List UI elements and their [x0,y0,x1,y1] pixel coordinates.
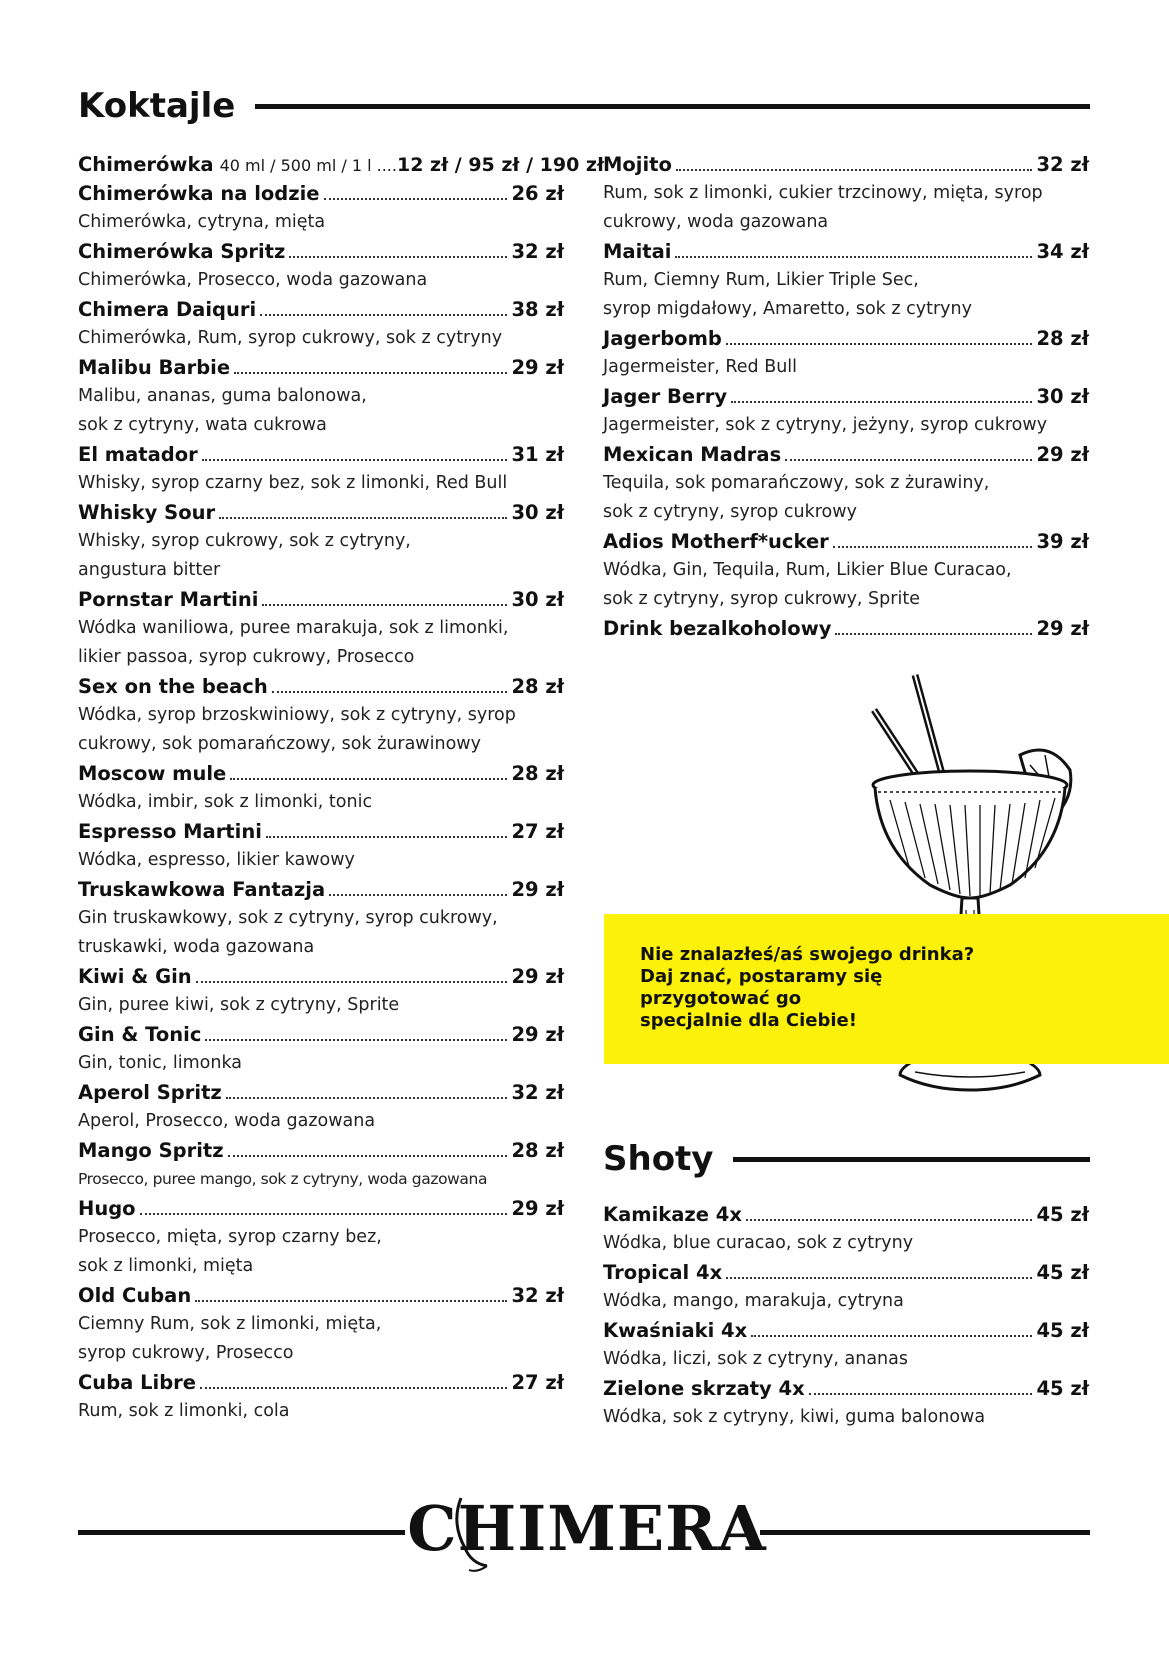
menu-item-description: Ciemny Rum, sok z limonki, mięta, [78,1314,382,1334]
dot-leader [219,517,507,519]
menu-item-price: 12 zł / 95 zł / 190 zł [396,154,605,176]
menu-item-name: Jagerbomb [603,327,722,350]
menu-item-name: Adios Motherf*ucker [603,530,829,553]
svg-text:CHIMERA: CHIMERA [407,1492,767,1565]
menu-item [603,440,1089,527]
dot-leader [726,1277,1032,1279]
heading-rule [255,104,1090,109]
menu-item-price: 29 zł [511,1197,564,1220]
menu-item-name: Chimera Daiquri [78,298,257,321]
menu-item [603,1258,1089,1316]
menu-item [78,672,564,759]
menu-item-price: 29 zł [1036,443,1089,466]
menu-item-price: 27 zł [511,820,564,843]
menu-item-row [78,440,564,469]
menu-item-row [603,382,1089,411]
menu-item-row [78,353,564,382]
menu-item-description: likier passoa, syrop cukrowy, Prosecco [78,647,415,667]
dot-leader [746,1219,1033,1221]
menu-item-price: 26 zł [511,182,564,205]
menu-item-row [78,672,564,701]
menu-item-price: 27 zł [511,1371,564,1394]
menu-item-row [78,150,605,179]
menu-item [603,382,1089,440]
dot-leader [289,256,507,258]
menu-item-description: Rum, sok z limonki, cola [78,1401,290,1421]
menu-item-row [78,498,564,527]
menu-item-row [78,1194,564,1223]
menu-item-name: Whisky Sour [78,501,216,524]
shoty-title: Shoty [603,1139,714,1179]
menu-item [78,179,564,237]
menu-item-row [603,1200,1089,1229]
menu-item-row [78,1281,564,1310]
menu-item-row [603,1374,1089,1403]
menu-item-row [603,237,1089,266]
menu-item [603,527,1089,614]
menu-item-description: Wódka, mango, marakuja, cytryna [603,1291,904,1311]
menu-item [78,1136,564,1194]
menu-item-description: Gin, puree kiwi, sok z cytryny, Sprite [78,995,400,1015]
menu-item-description: Gin, tonic, limonka [78,1053,243,1073]
menu-item-description: cukrowy, sok pomarańczowy, sok żurawinowy [78,734,481,754]
menu-item-name: Espresso Martini [78,820,262,843]
dot-leader [230,778,507,780]
menu-item-row [78,759,564,788]
menu-item [603,614,1089,643]
shoty-column [603,1200,1089,1432]
dot-leader [228,1155,508,1157]
promo-line: Daj znać, postaramy się [640,966,883,987]
menu-item-description: sok z limonki, mięta [78,1256,254,1276]
menu-item [78,875,564,962]
menu-item [78,1194,564,1281]
menu-item-description: Chimerówka, Prosecco, woda gazowana [78,270,428,290]
menu-item-name: Moscow mule [78,762,227,785]
menu-item-name: Tropical 4x [603,1261,723,1284]
dot-leader [200,1387,507,1389]
menu-item-row [78,1078,564,1107]
menu-item-description: Jagermeister, Red Bull [603,357,798,377]
menu-item-price: 45 zł [1036,1377,1089,1400]
menu-item-volume: 40 ml / 500 ml / 1 l .... [219,156,397,175]
promo-text [640,944,1000,1032]
menu-item-description: angustura bitter [78,560,221,580]
menu-item-row [78,237,564,266]
menu-item-price: 28 zł [511,1139,564,1162]
dot-leader [226,1097,508,1099]
dot-leader [835,633,1032,635]
dot-leader [785,459,1032,461]
dot-leader [731,401,1032,403]
menu-item [78,1281,564,1368]
menu-item-name: Aperol Spritz [78,1081,222,1104]
menu-item-description: sok z cytryny, wata cukrowa [78,415,327,435]
heading-rule [733,1157,1090,1162]
dot-leader [675,256,1032,258]
dot-leader [329,894,507,896]
koktajle-left-column [78,150,605,1426]
menu-item-description: Tequila, sok pomarańczowy, sok z żurawiny, [603,473,990,493]
menu-item-description: Chimerówka, cytryna, mięta [78,212,326,232]
menu-item-price: 32 zł [1036,153,1089,176]
menu-item-row [603,324,1089,353]
shoty-heading [603,1135,1090,1183]
menu-item-row [78,962,564,991]
menu-item-description: Prosecco, mięta, syrop czarny bez, [78,1227,382,1247]
menu-item-description: Wódka, liczi, sok z cytryny, ananas [603,1349,908,1369]
menu-item-description: Chimerówka, Rum, syrop cukrowy, sok z cytryny [78,328,503,348]
menu-item-name: Chimerówka [78,153,214,176]
menu-item-name: Sex on the beach [78,675,268,698]
menu-item [603,150,1089,237]
menu-item [603,324,1089,382]
dot-leader [266,836,508,838]
menu-item-description: Whisky, syrop cukrowy, sok z cytryny, [78,531,411,551]
menu-item [78,1020,564,1078]
menu-item-description: Whisky, syrop czarny bez, sok z limonki, Red Bull [78,473,508,493]
menu-item [78,759,564,817]
promo-line: przygotować go [640,988,802,1009]
menu-item-price: 28 zł [1036,327,1089,350]
menu-item [603,237,1089,324]
menu-item-name: Kamikaze 4x [603,1203,742,1226]
menu-item-name: Maitai [603,240,672,263]
menu-item-name: Cuba Libre [78,1371,197,1394]
menu-item [78,1368,564,1426]
menu-item-description: Rum, sok z limonki, cukier trzcinowy, mięta, syrop [603,183,1043,203]
menu-item-price: 28 zł [511,762,564,785]
menu-item-name: Jager Berry [603,385,728,408]
menu-item-row [78,875,564,904]
menu-item-row [78,817,564,846]
menu-item-price: 45 zł [1036,1203,1089,1226]
dot-leader [833,546,1033,548]
menu-item-description: Prosecco, puree mango, sok z cytryny, woda gazowana [78,1170,488,1188]
menu-item-price: 29 zł [511,1023,564,1046]
menu-item [78,962,564,1020]
menu-item-price: 29 zł [511,878,564,901]
menu-item-name: Pornstar Martini [78,588,259,611]
menu-item-row [603,150,1089,179]
menu-item [78,353,564,440]
menu-item-name: Truskawkowa Fantazja [78,878,326,901]
menu-item-description: Wódka waniliowa, puree marakuja, sok z limonki, [78,618,509,638]
menu-item [603,1200,1089,1258]
menu-item-row [603,1258,1089,1287]
promo-line: Nie znalazłeś/aś swojego drinka? [640,944,975,965]
menu-item-name: Mojito [603,153,672,176]
menu-item-price: 29 zł [511,356,564,379]
dot-leader [726,343,1033,345]
menu-item [78,237,564,295]
menu-item-description: sok z cytryny, syrop cukrowy, Sprite [603,589,920,609]
menu-item-name: Hugo [78,1197,136,1220]
dot-leader [196,981,508,983]
menu-item-price: 39 zł [1036,530,1089,553]
menu-item-name: Old Cuban [78,1284,192,1307]
menu-item-description: Wódka, blue curacao, sok z cytryny [603,1233,914,1253]
menu-item [78,585,564,672]
menu-item-name: Kiwi & Gin [78,965,192,988]
menu-item [603,1374,1089,1432]
menu-item-price: 30 zł [511,588,564,611]
footer-rule-left [78,1530,405,1535]
dot-leader [140,1213,508,1215]
menu-item-row [603,440,1089,469]
menu-item-row [78,179,564,208]
menu-item-name: Drink bezalkoholowy [603,617,832,640]
menu-item-row [603,1316,1089,1345]
menu-item [603,1316,1089,1374]
dot-leader [195,1300,507,1302]
menu-item-name: Malibu Barbie [78,356,231,379]
menu-item-description: Malibu, ananas, guma balonowa, [78,386,367,406]
menu-item-description: cukrowy, woda gazowana [603,212,829,232]
menu-item-description: Rum, Ciemny Rum, Likier Triple Sec, [603,270,919,290]
koktajle-title: Koktajle [78,86,236,126]
dot-leader [234,372,507,374]
menu-item-row [78,295,564,324]
promo-line: specjalnie dla Ciebie! [640,1010,857,1031]
menu-item-price: 32 zł [511,240,564,263]
menu-item-description: Wódka, Gin, Tequila, Rum, Likier Blue Curacao, [603,560,1012,580]
menu-item [78,498,564,585]
menu-item-description: Jagermeister, sok z cytryny, jeżyny, syrop cukrowy [603,415,1048,435]
menu-item-name: Mexican Madras [603,443,782,466]
dot-leader [205,1039,507,1041]
menu-item-row [78,1020,564,1049]
koktajle-right-column [603,150,1089,643]
menu-item-price: 45 zł [1036,1261,1089,1284]
menu-item-name: Gin & Tonic [78,1023,202,1046]
menu-item-description: Gin truskawkowy, sok z cytryny, syrop cukrowy, [78,908,498,928]
menu-item-row [603,614,1089,643]
menu-item-name: Chimerówka Spritz [78,240,286,263]
koktajle-heading [78,82,1090,130]
menu-item [78,295,564,353]
menu-item-row [78,1136,564,1165]
dot-leader [272,691,508,693]
menu-item-description: syrop cukrowy, Prosecco [78,1343,294,1363]
menu-item-description: Wódka, espresso, likier kawowy [78,850,355,870]
chimera-logo [407,1478,767,1578]
menu-item [78,440,564,498]
dot-leader [751,1335,1032,1337]
menu-item [78,150,605,179]
menu-item-description: Wódka, sok z cytryny, kiwi, guma balonowa [603,1407,986,1427]
menu-item-price: 30 zł [1036,385,1089,408]
menu-item-price: 30 zł [511,501,564,524]
dot-leader [676,169,1033,171]
dot-leader [262,604,507,606]
menu-item-price: 29 zł [511,965,564,988]
menu-item-description: syrop migdałowy, Amaretto, sok z cytryny [603,299,972,319]
menu-item-description: sok z cytryny, syrop cukrowy [603,502,857,522]
menu-item-price: 32 zł [511,1284,564,1307]
menu-item-description: Wódka, imbir, sok z limonki, tonic [78,792,373,812]
dot-leader [324,198,508,200]
menu-item-description: truskawki, woda gazowana [78,937,315,957]
footer-rule-right [760,1530,1090,1535]
menu-item-name: El matador [78,443,198,466]
menu-item-name: Mango Spritz [78,1139,224,1162]
menu-item-price: 38 zł [511,298,564,321]
menu-item-price: 29 zł [1036,617,1089,640]
menu-item-description: Aperol, Prosecco, woda gazowana [78,1111,376,1131]
menu-item-description: Wódka, syrop brzoskwiniowy, sok z cytryny, syrop [78,705,516,725]
menu-item-name: Kwaśniaki 4x [603,1319,748,1342]
menu-item-price: 34 zł [1036,240,1089,263]
dot-leader [809,1393,1033,1395]
menu-item-price: 28 zł [511,675,564,698]
menu-item [78,1078,564,1136]
menu-item-price: 32 zł [511,1081,564,1104]
menu-item-name: Zielone skrzaty 4x [603,1377,805,1400]
menu-item-name: Chimerówka na lodzie [78,182,320,205]
menu-item-row [78,1368,564,1397]
menu-item [78,817,564,875]
menu-item-price: 31 zł [511,443,564,466]
dot-leader [260,314,507,316]
menu-item-row [603,527,1089,556]
menu-item-row [78,585,564,614]
dot-leader [202,459,508,461]
menu-item-price: 45 zł [1036,1319,1089,1342]
